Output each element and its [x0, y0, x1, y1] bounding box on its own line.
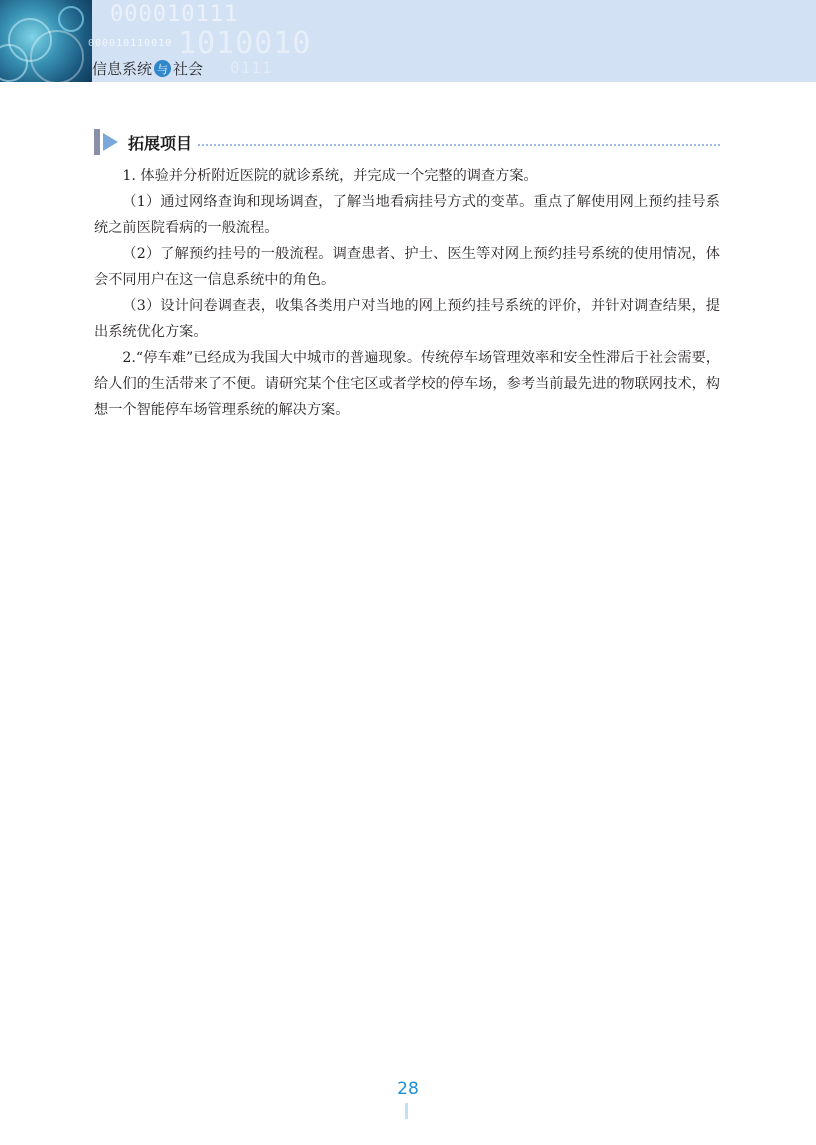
section-triangle-icon: [94, 128, 126, 156]
paragraph-item-1-3: （3）设计问卷调查表，收集各类用户对当地的网上预约挂号系统的评价，并针对调查结果，提出系统优化方案。: [94, 298, 720, 340]
page-number-tick: [405, 1103, 408, 1119]
paragraph-item-1: 1. 体验并分析附近医院的就诊系统，并完成一个完整的调查方案。: [122, 168, 538, 184]
book-title-connector-badge: 与: [154, 60, 171, 77]
header-binary-medium: 1010010: [178, 26, 312, 61]
book-title: [92, 58, 203, 79]
section-heading: [94, 128, 720, 156]
header-binary-large: 000010111: [110, 2, 239, 27]
exercise-content: [94, 163, 720, 423]
page-number: 28: [397, 1079, 419, 1099]
header-binary-small: 000010110010: [88, 38, 173, 49]
paragraph-item-1-2: （2）了解预约挂号的一般流程。调查患者、护士、医生等对网上预约挂号系统的使用情况，体会不同用户在这一信息系统中的角色。: [94, 246, 720, 288]
book-title-part1: 信息系统: [92, 60, 153, 78]
paragraph-item-2: 2.“停车难”已经成为我国大中城市的普遍现象。传统停车场管理效率和安全性滞后于社会需要，给人们的生活带来了不便。请研究某个住宅区或者学校的停车场，参考当前最先进的物联网技术，构想一个智能停车场管理系统的解决方案。: [94, 350, 720, 418]
section-dotted-rule: [198, 144, 720, 146]
header-circuit-image: [0, 0, 92, 82]
paragraph-item-1-1: （1）通过网络查询和现场调查，了解当地看病挂号方式的变革。重点了解使用网上预约挂号系统之前医院看病的一般流程。: [94, 194, 720, 236]
book-title-part2: 社会: [173, 60, 204, 78]
page-header: [0, 0, 816, 82]
header-binary-low: 0111: [230, 58, 273, 77]
section-title: 拓展项目: [128, 133, 193, 153]
